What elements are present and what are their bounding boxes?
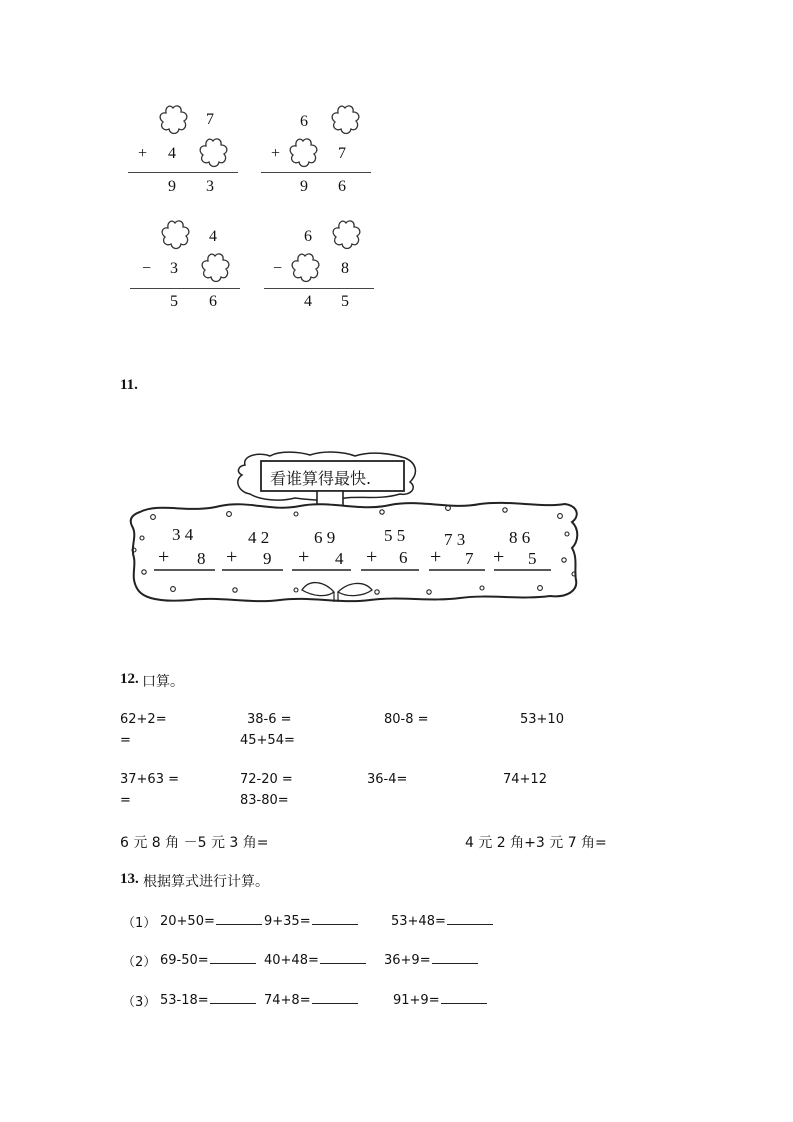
digit: 6 [209,293,217,310]
answer-blank[interactable] [320,951,366,964]
digit: 6 [338,178,346,195]
row-number: （2） [122,955,157,970]
answer-blank[interactable] [216,912,262,925]
digit: 4 [168,145,176,162]
oral-calc-item: 37+63 = [120,772,180,787]
flower-blank[interactable] [159,219,191,251]
sign-text: 看谁算得最快. [270,469,372,488]
flower-blank[interactable] [329,104,361,136]
addend-bottom: 4 [335,549,344,568]
addend-bottom: 8 [197,549,206,568]
plus-sign: + [158,546,170,568]
money-calc-item: 6 元 8 角 －5 元 3 角= [120,835,269,851]
calc-item [391,912,493,929]
plus-sign: + [298,546,310,568]
oral-calc-item: 36-4= [367,772,408,787]
oral-calc-item: 53+10 [520,712,564,727]
addend-top: 8 6 [509,528,531,547]
divider-line [264,288,374,289]
digit: 9 [168,178,176,195]
expression: 36+9= [384,953,431,968]
divider-line [261,172,371,173]
calc-item [384,951,478,968]
plus-sign: + [430,546,442,568]
oral-calc-item: 83-80= [240,793,289,808]
oral-calc-item: 80-8 = [384,712,429,727]
flower-blank[interactable] [197,137,229,169]
flower-blank[interactable] [157,104,189,136]
digit: 4 [209,228,217,245]
oral-calc-item: 62+2= [120,712,167,727]
calc-item [160,991,256,1008]
operator: − [273,260,283,277]
expression: 69-50= [160,953,209,968]
plus-sign: + [366,546,378,568]
plus-sign: + [226,546,238,568]
digit: 9 [300,178,308,195]
question-13-title: 根据算式进行计算。 [143,874,269,890]
addend-bottom: 5 [528,549,537,568]
oral-calc-item: 45+54= [240,733,295,748]
addend-top: 5 5 [384,526,406,545]
oral-calc-item: = [120,793,131,808]
oral-calc-item: 74+12 [503,772,547,787]
answer-blank[interactable] [210,991,256,1004]
digit: 5 [170,293,178,310]
question-12-title: 口算。 [142,674,184,690]
calc-item [264,912,358,929]
calc-item [160,912,262,929]
addend-bottom: 9 [263,549,272,568]
row-number: （3） [122,995,157,1010]
digit: 5 [341,293,349,310]
divider-line [130,288,240,289]
expression: 20+50= [160,914,215,929]
digit: 6 [304,228,312,245]
expression: 40+48= [264,953,319,968]
calc-item [160,951,256,968]
answer-blank[interactable] [441,991,487,1004]
calc-item [264,991,358,1008]
operator: + [138,145,148,162]
answer-blank[interactable] [432,951,478,964]
addend-bottom: 6 [399,548,408,567]
digit: 6 [300,113,308,130]
flower-blank[interactable] [330,219,362,251]
answer-blank[interactable] [210,951,256,964]
expression: 53-18= [160,993,209,1008]
question-12-label: 12. [120,671,139,687]
oral-calc-item: = [120,733,131,748]
answer-blank[interactable] [312,991,358,1004]
answer-blank[interactable] [447,912,493,925]
row-number: （1） [122,916,157,931]
question-11-label: 11. [120,377,138,393]
digit: 8 [341,260,349,277]
expression: 53+48= [391,914,446,929]
oral-calc-item: 38-6 = [247,712,292,727]
expression: 9+35= [264,914,311,929]
flower-blank[interactable] [287,137,319,169]
digit: 4 [304,293,312,310]
divider-line [128,172,238,173]
digit: 3 [206,178,214,195]
oral-calc-item: 72-20 = [240,772,293,787]
addend-bottom: 7 [465,549,474,568]
answer-blank[interactable] [312,912,358,925]
addend-top: 3 4 [172,525,194,544]
digit: 3 [170,260,178,277]
operator: − [142,260,152,277]
addend-top: 6 9 [314,528,336,547]
expression: 91+9= [393,993,440,1008]
money-calc-item: 4 元 2 角+3 元 7 角= [465,835,607,851]
plus-sign: + [493,546,505,568]
question-13-label: 13. [120,871,139,887]
flower-blank[interactable] [289,252,321,284]
addend-top: 7 3 [444,530,466,549]
calc-item [264,951,366,968]
flower-blank[interactable] [199,252,231,284]
digit: 7 [206,111,214,128]
expression: 74+8= [264,993,311,1008]
digit: 7 [338,145,346,162]
operator: + [271,145,281,162]
calc-item [393,991,487,1008]
addend-top: 4 2 [248,528,270,547]
